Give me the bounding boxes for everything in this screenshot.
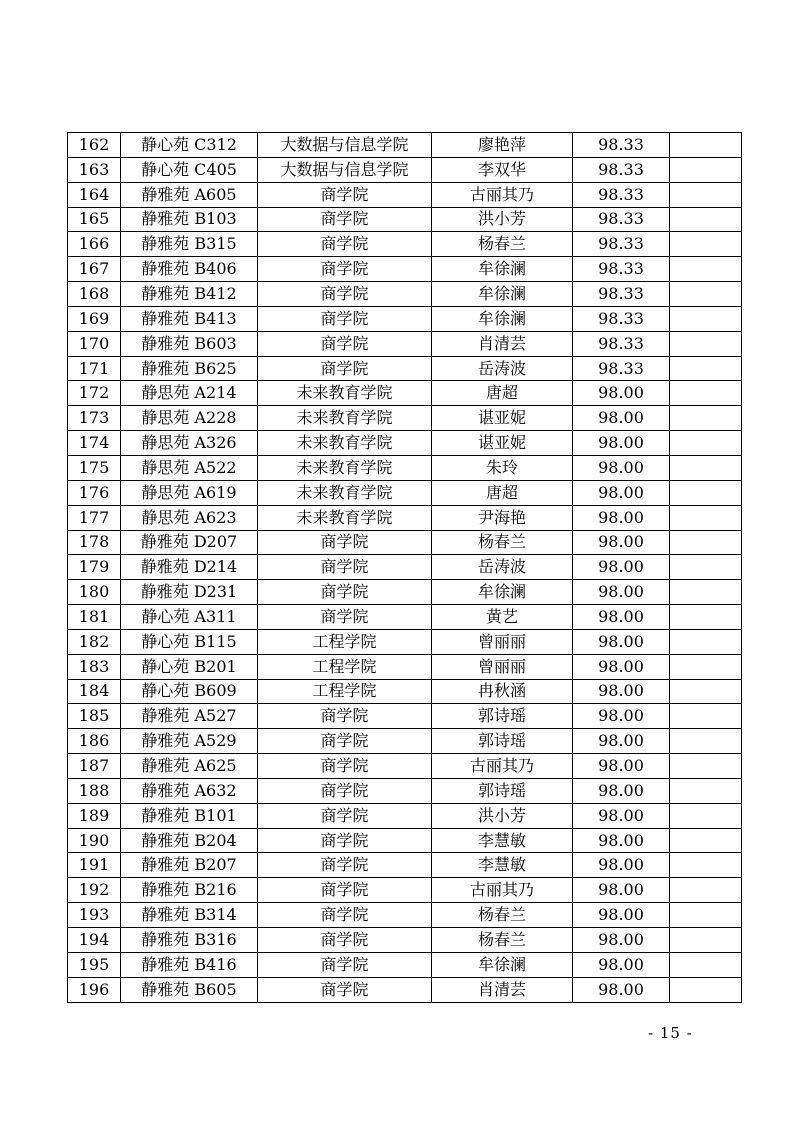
college-cell: 商学院 <box>258 704 432 729</box>
row-number-cell: 170 <box>68 331 121 356</box>
counselor-name-cell: 牟徐澜 <box>432 257 573 282</box>
college-cell: 商学院 <box>258 977 432 1002</box>
college-cell: 商学院 <box>258 331 432 356</box>
table-row <box>68 803 742 828</box>
score-cell: 98.00 <box>573 704 670 729</box>
table-row <box>68 754 742 779</box>
row-number-cell: 181 <box>68 605 121 630</box>
college-cell: 未来教育学院 <box>258 505 432 530</box>
college-cell: 大数据与信息学院 <box>258 157 432 182</box>
note-cell <box>670 803 742 828</box>
row-number-cell: 194 <box>68 928 121 953</box>
college-cell: 商学院 <box>258 903 432 928</box>
counselor-name-cell: 岳涛波 <box>432 555 573 580</box>
row-number-cell: 184 <box>68 679 121 704</box>
score-cell: 98.00 <box>573 654 670 679</box>
dorm-room-cell: 静雅苑 B314 <box>121 903 258 928</box>
dorm-room-cell: 静心苑 B609 <box>121 679 258 704</box>
table-row <box>68 356 742 381</box>
dorm-room-cell: 静雅苑 D207 <box>121 530 258 555</box>
note-cell <box>670 381 742 406</box>
dorm-room-cell: 静雅苑 B103 <box>121 207 258 232</box>
counselor-name-cell: 杨春兰 <box>432 903 573 928</box>
counselor-name-cell: 古丽其乃 <box>432 878 573 903</box>
table-row <box>68 306 742 331</box>
dorm-room-cell: 静雅苑 B416 <box>121 952 258 977</box>
note-cell <box>670 729 742 754</box>
table-row <box>68 828 742 853</box>
row-number-cell: 196 <box>68 977 121 1002</box>
score-cell: 98.33 <box>573 331 670 356</box>
table-row <box>68 381 742 406</box>
note-cell <box>670 828 742 853</box>
counselor-name-cell: 朱玲 <box>432 455 573 480</box>
row-number-cell: 175 <box>68 455 121 480</box>
counselor-name-cell: 唐超 <box>432 480 573 505</box>
score-cell: 98.00 <box>573 480 670 505</box>
note-cell <box>670 455 742 480</box>
row-number-cell: 180 <box>68 580 121 605</box>
counselor-name-cell: 李慧敏 <box>432 853 573 878</box>
college-cell: 未来教育学院 <box>258 455 432 480</box>
row-number-cell: 188 <box>68 778 121 803</box>
table-row <box>68 580 742 605</box>
table-row <box>68 331 742 356</box>
note-cell <box>670 505 742 530</box>
score-cell: 98.33 <box>573 356 670 381</box>
score-cell: 98.00 <box>573 977 670 1002</box>
dorm-room-cell: 静雅苑 A625 <box>121 754 258 779</box>
note-cell <box>670 778 742 803</box>
score-cell: 98.33 <box>573 282 670 307</box>
table-row <box>68 729 742 754</box>
table-row <box>68 530 742 555</box>
dorm-room-cell: 静雅苑 A527 <box>121 704 258 729</box>
table-row <box>68 133 742 158</box>
counselor-name-cell: 杨春兰 <box>432 530 573 555</box>
row-number-cell: 195 <box>68 952 121 977</box>
college-cell: 大数据与信息学院 <box>258 133 432 158</box>
row-number-cell: 174 <box>68 431 121 456</box>
score-cell: 98.00 <box>573 878 670 903</box>
table-body <box>68 133 742 1003</box>
row-number-cell: 169 <box>68 306 121 331</box>
counselor-name-cell: 杨春兰 <box>432 232 573 257</box>
college-cell: 商学院 <box>258 232 432 257</box>
row-number-cell: 167 <box>68 257 121 282</box>
college-cell: 商学院 <box>258 605 432 630</box>
counselor-name-cell: 郭诗瑶 <box>432 729 573 754</box>
score-cell: 98.33 <box>573 133 670 158</box>
college-cell: 未来教育学院 <box>258 431 432 456</box>
dorm-room-cell: 静雅苑 B406 <box>121 257 258 282</box>
table-row <box>68 629 742 654</box>
score-cell: 98.00 <box>573 828 670 853</box>
note-cell <box>670 257 742 282</box>
dorm-room-cell: 静思苑 A326 <box>121 431 258 456</box>
table-row <box>68 853 742 878</box>
counselor-name-cell: 黄艺 <box>432 605 573 630</box>
counselor-name-cell: 郭诗瑶 <box>432 778 573 803</box>
score-cell: 98.00 <box>573 778 670 803</box>
score-cell: 98.33 <box>573 207 670 232</box>
row-number-cell: 165 <box>68 207 121 232</box>
dorm-room-cell: 静思苑 A214 <box>121 381 258 406</box>
row-number-cell: 163 <box>68 157 121 182</box>
college-cell: 商学院 <box>258 803 432 828</box>
dorm-room-cell: 静雅苑 B603 <box>121 331 258 356</box>
page-number: - 15 - <box>648 1024 693 1042</box>
note-cell <box>670 952 742 977</box>
college-cell: 未来教育学院 <box>258 381 432 406</box>
dorm-room-cell: 静思苑 A522 <box>121 455 258 480</box>
college-cell: 工程学院 <box>258 629 432 654</box>
table-row <box>68 605 742 630</box>
table-row <box>68 878 742 903</box>
counselor-name-cell: 郭诗瑶 <box>432 704 573 729</box>
row-number-cell: 178 <box>68 530 121 555</box>
score-cell: 98.00 <box>573 455 670 480</box>
college-cell: 未来教育学院 <box>258 406 432 431</box>
score-cell: 98.00 <box>573 928 670 953</box>
college-cell: 商学院 <box>258 257 432 282</box>
college-cell: 商学院 <box>258 356 432 381</box>
dorm-room-cell: 静雅苑 B413 <box>121 306 258 331</box>
row-number-cell: 186 <box>68 729 121 754</box>
row-number-cell: 166 <box>68 232 121 257</box>
note-cell <box>670 580 742 605</box>
college-cell: 未来教育学院 <box>258 480 432 505</box>
score-cell: 98.00 <box>573 530 670 555</box>
college-cell: 商学院 <box>258 878 432 903</box>
score-cell: 98.00 <box>573 406 670 431</box>
table-row <box>68 654 742 679</box>
table-row <box>68 455 742 480</box>
note-cell <box>670 878 742 903</box>
college-cell: 商学院 <box>258 282 432 307</box>
row-number-cell: 168 <box>68 282 121 307</box>
row-number-cell: 164 <box>68 182 121 207</box>
score-cell: 98.00 <box>573 679 670 704</box>
table-row <box>68 679 742 704</box>
dorm-room-cell: 静雅苑 B605 <box>121 977 258 1002</box>
score-cell: 98.33 <box>573 182 670 207</box>
counselor-name-cell: 岳涛波 <box>432 356 573 381</box>
note-cell <box>670 306 742 331</box>
note-cell <box>670 331 742 356</box>
dorm-room-cell: 静雅苑 B101 <box>121 803 258 828</box>
score-cell: 98.33 <box>573 157 670 182</box>
table-row <box>68 282 742 307</box>
counselor-name-cell: 唐超 <box>432 381 573 406</box>
note-cell <box>670 530 742 555</box>
dorm-room-cell: 静雅苑 B204 <box>121 828 258 853</box>
note-cell <box>670 704 742 729</box>
counselor-name-cell: 谌亚妮 <box>432 431 573 456</box>
dorm-room-cell: 静雅苑 B412 <box>121 282 258 307</box>
dorm-room-cell: 静雅苑 B207 <box>121 853 258 878</box>
table-row <box>68 406 742 431</box>
college-cell: 商学院 <box>258 555 432 580</box>
table-row <box>68 903 742 928</box>
note-cell <box>670 903 742 928</box>
dorm-room-cell: 静心苑 C312 <box>121 133 258 158</box>
row-number-cell: 177 <box>68 505 121 530</box>
counselor-name-cell: 古丽其乃 <box>432 182 573 207</box>
dorm-room-cell: 静心苑 B201 <box>121 654 258 679</box>
score-cell: 98.00 <box>573 431 670 456</box>
dorm-room-cell: 静雅苑 B216 <box>121 878 258 903</box>
note-cell <box>670 282 742 307</box>
counselor-name-cell: 冉秋涵 <box>432 679 573 704</box>
table-row <box>68 207 742 232</box>
counselor-name-cell: 廖艳萍 <box>432 133 573 158</box>
score-cell: 98.33 <box>573 306 670 331</box>
counselor-name-cell: 肖清芸 <box>432 331 573 356</box>
dorm-room-cell: 静雅苑 B316 <box>121 928 258 953</box>
counselor-name-cell: 牟徐澜 <box>432 580 573 605</box>
note-cell <box>670 406 742 431</box>
counselor-name-cell: 李慧敏 <box>432 828 573 853</box>
score-cell: 98.00 <box>573 555 670 580</box>
table-row <box>68 952 742 977</box>
note-cell <box>670 356 742 381</box>
college-cell: 商学院 <box>258 207 432 232</box>
row-number-cell: 185 <box>68 704 121 729</box>
dorm-room-cell: 静心苑 A311 <box>121 605 258 630</box>
college-cell: 商学院 <box>258 182 432 207</box>
counselor-name-cell: 李双华 <box>432 157 573 182</box>
table-row <box>68 232 742 257</box>
note-cell <box>670 853 742 878</box>
score-cell: 98.00 <box>573 754 670 779</box>
table-row <box>68 431 742 456</box>
score-cell: 98.00 <box>573 803 670 828</box>
row-number-cell: 189 <box>68 803 121 828</box>
score-cell: 98.33 <box>573 257 670 282</box>
dorm-room-cell: 静思苑 A623 <box>121 505 258 530</box>
note-cell <box>670 679 742 704</box>
note-cell <box>670 555 742 580</box>
college-cell: 商学院 <box>258 928 432 953</box>
table-row <box>68 977 742 1002</box>
note-cell <box>670 754 742 779</box>
dorm-room-cell: 静雅苑 B315 <box>121 232 258 257</box>
table-row <box>68 704 742 729</box>
dorm-room-cell: 静雅苑 D231 <box>121 580 258 605</box>
table-row <box>68 778 742 803</box>
note-cell <box>670 207 742 232</box>
note-cell <box>670 157 742 182</box>
note-cell <box>670 133 742 158</box>
counselor-name-cell: 曾丽丽 <box>432 629 573 654</box>
college-cell: 商学院 <box>258 952 432 977</box>
dormitory-score-table <box>67 132 742 1003</box>
score-cell: 98.00 <box>573 381 670 406</box>
dorm-room-cell: 静心苑 C405 <box>121 157 258 182</box>
note-cell <box>670 654 742 679</box>
college-cell: 商学院 <box>258 853 432 878</box>
note-cell <box>670 928 742 953</box>
row-number-cell: 191 <box>68 853 121 878</box>
college-cell: 商学院 <box>258 778 432 803</box>
counselor-name-cell: 肖清芸 <box>432 977 573 1002</box>
note-cell <box>670 629 742 654</box>
row-number-cell: 182 <box>68 629 121 654</box>
counselor-name-cell: 牟徐澜 <box>432 306 573 331</box>
table-row <box>68 555 742 580</box>
table-row <box>68 928 742 953</box>
table-row <box>68 505 742 530</box>
score-cell: 98.00 <box>573 903 670 928</box>
note-cell <box>670 480 742 505</box>
row-number-cell: 162 <box>68 133 121 158</box>
college-cell: 商学院 <box>258 580 432 605</box>
college-cell: 商学院 <box>258 729 432 754</box>
table-row <box>68 480 742 505</box>
note-cell <box>670 977 742 1002</box>
college-cell: 工程学院 <box>258 679 432 704</box>
row-number-cell: 173 <box>68 406 121 431</box>
score-cell: 98.00 <box>573 580 670 605</box>
dorm-room-cell: 静雅苑 D214 <box>121 555 258 580</box>
note-cell <box>670 431 742 456</box>
score-cell: 98.00 <box>573 729 670 754</box>
counselor-name-cell: 古丽其乃 <box>432 754 573 779</box>
dorm-room-cell: 静雅苑 A632 <box>121 778 258 803</box>
counselor-name-cell: 牟徐澜 <box>432 952 573 977</box>
note-cell <box>670 232 742 257</box>
table-row <box>68 257 742 282</box>
score-cell: 98.00 <box>573 629 670 654</box>
counselor-name-cell: 尹海艳 <box>432 505 573 530</box>
row-number-cell: 172 <box>68 381 121 406</box>
table-row <box>68 157 742 182</box>
college-cell: 商学院 <box>258 306 432 331</box>
counselor-name-cell: 洪小芳 <box>432 803 573 828</box>
counselor-name-cell: 杨春兰 <box>432 928 573 953</box>
college-cell: 商学院 <box>258 530 432 555</box>
table-row <box>68 182 742 207</box>
college-cell: 商学院 <box>258 828 432 853</box>
row-number-cell: 179 <box>68 555 121 580</box>
college-cell: 商学院 <box>258 754 432 779</box>
score-cell: 98.00 <box>573 605 670 630</box>
note-cell <box>670 182 742 207</box>
college-cell: 工程学院 <box>258 654 432 679</box>
row-number-cell: 183 <box>68 654 121 679</box>
row-number-cell: 176 <box>68 480 121 505</box>
dorm-room-cell: 静雅苑 A605 <box>121 182 258 207</box>
counselor-name-cell: 牟徐澜 <box>432 282 573 307</box>
dorm-room-cell: 静思苑 A228 <box>121 406 258 431</box>
row-number-cell: 187 <box>68 754 121 779</box>
score-cell: 98.00 <box>573 952 670 977</box>
score-cell: 98.00 <box>573 853 670 878</box>
row-number-cell: 193 <box>68 903 121 928</box>
dorm-room-cell: 静雅苑 A529 <box>121 729 258 754</box>
counselor-name-cell: 洪小芳 <box>432 207 573 232</box>
score-cell: 98.33 <box>573 232 670 257</box>
dorm-room-cell: 静雅苑 B625 <box>121 356 258 381</box>
dorm-room-cell: 静思苑 A619 <box>121 480 258 505</box>
counselor-name-cell: 曾丽丽 <box>432 654 573 679</box>
row-number-cell: 192 <box>68 878 121 903</box>
counselor-name-cell: 谌亚妮 <box>432 406 573 431</box>
dorm-room-cell: 静心苑 B115 <box>121 629 258 654</box>
row-number-cell: 190 <box>68 828 121 853</box>
score-cell: 98.00 <box>573 505 670 530</box>
note-cell <box>670 605 742 630</box>
row-number-cell: 171 <box>68 356 121 381</box>
